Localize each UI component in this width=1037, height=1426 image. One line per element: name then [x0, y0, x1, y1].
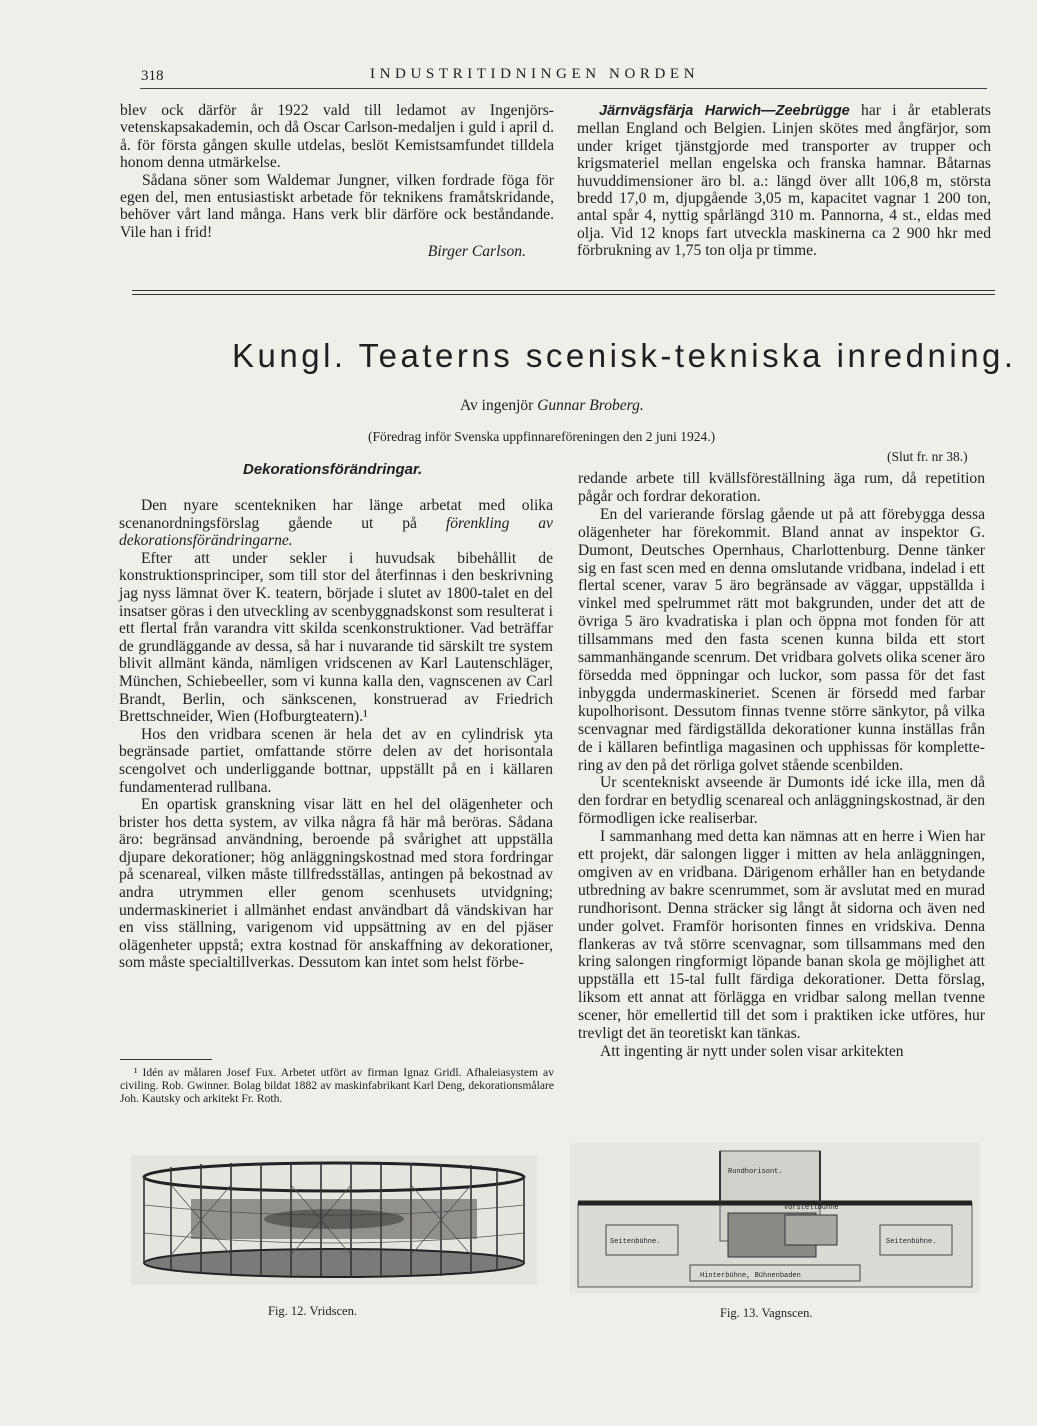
footnote-text: ¹ Idén av målaren Josef Fux. Arbetet utfört av firman Ignaz Gridl. Afhaleiasystem av civiling. Rob. Gwinner. Bolag bildat 1882 av maskinfabrikant Karl Deng, dekorationsmålare Joh. Kautsky och arkitekt Fr. Roth. [120, 1066, 554, 1105]
byline [460, 397, 644, 415]
figure-caption: Fig. 13. Vagnscen. [720, 1306, 813, 1320]
wagon-stage-drawing [570, 1143, 980, 1293]
label-bottom: Hinterbühne, Bühnenbaden [700, 1272, 801, 1280]
label-right-side-stage: Seitenbühne. [886, 1238, 937, 1246]
article-title: Kungl. Teaterns scenisk-tekniska inredning. [232, 337, 1017, 374]
previous-article-end [120, 102, 554, 261]
paragraph: Att ingenting är nytt under solen visar arkitekten [600, 1043, 904, 1060]
footnote [120, 1066, 554, 1105]
header-rule [140, 88, 987, 89]
news-title: Järnvägsfärja Harwich—Zeebrügge [599, 103, 850, 119]
label-rundhorisont: Rundhorisont. [728, 1168, 783, 1176]
paragraph: Ur scentekniskt avseende är Dumonts idé icke illa, men då den fordrar en betydlig scenareal och anläggningskostnad, är den förmodligen icke realiserbar. [578, 774, 985, 828]
paragraph: Efter att under sekler i huvudsak bibehållit de konstruktionsprinciper, som till stor del återfinnas i den beskrivning jag nyss lämnat över K. teatern, började i slutet av 1800-talet en del insatser göras i den utveckling av scenbyggnadskonst som resulterat i ett flertal från varandra vitt skilda scenkonstruktioner. Vad beträffar de grundläggande av dessa, så har i nuvarande tid särskilt tre system blivit allmänt kända, nämligen vridscenen av Karl Lautenschläger, München, Schiebeeller, som vi kunna kalla den, vagnscenen av Carl Brandt, Berlin, och sänkscenen, konstruerad av Friedrich Brettschneider, Wien (Hofburgteatern).¹ [119, 549, 553, 726]
news-text: har i år etablerats mellan England och Belgien. Linjen skötes med ångfärjor, som under kriget tjänstgjorde med transporter av trupper och krigsmateriel mellan engelska och franska hamnar. Båtarnas huvuddimensioner äro bl. a.: längd över allt 106,8 m, största bredd 17,0 m, djupgående 3,05 m, kapacitet vagnar 1 200 ton, antal spår 4, nyttig spårlängd 310 m. Pannorna, 4 st., eldas med olja. Vid 12 knops fart utveckla maskinerna ca 2 900 hkr med förbrukning av 1,75 ton olja pr timme. [577, 102, 991, 260]
label-left-side-stage: Seitenbühne. [610, 1238, 661, 1246]
byline-prefix: Av ingenjör [460, 397, 534, 414]
paragraph: Sådana söner som Waldemar Jungner, vilken fordrade föga för egen del, men entusiastiskt arbetade för teknikens framåtskridande, behöver vårt land många. Hans verk blir därföre ock beståndande. Vile han i frid! [120, 171, 554, 241]
figure-caption: Fig. 12. Vridscen. [268, 1304, 357, 1318]
paragraph: I sammanhang med detta kan nämnas att en herre i Wien har ett projekt, där salongen ligger i mitten av hela anläggningen, omgiven av en vridbana. Därigenom erhåller han en betydande utbredning av bakre scenrummet, som är avslutat med en murad rundhorisont. Denna sträcker sig långt åt sidorna och även ned under golvet. Framför horisonten finnes en vridskiva. Denna flankeras av två större scenvagnar, som tillsammans med den kring salongen ringformigt löpande banan skola ge möjlighet att uppställa ett 15-tal fullt färdiga dekorationer. Detta förslag, liksom ett annat att förlägga en vridbar salong mellan tvenne scener, hör emellertid till det som i praktiken icke utföres, hur trevligt det än teoretiskt kan tänkas. [578, 828, 985, 1043]
figure-wagon-stage [570, 1143, 980, 1293]
paragraph: En del varierande förslag gående ut på att förebygga dessa olägenheter har förekommit. Bland annat av inspektor G. Dumont, Deutsches Opernhaus, Charlottenburg. Denne tänker sig en fast scen med en denna omslutande vridbana, indelad i ett flertal scener, varav 5 äro begränsade av väggar, uppställda i vinkel med spelrummet rätt mot bakgrunden, under det att de övriga 5 äro kvadratiska i plan och öppna mot fonden för att tillsammans med den fasta scenen kunna bilda ett stort sammanhängande scenrum. Det vridbara golvets olika scener äro försedda med öppningar och luckor, som passa för det fast inbyggda undermaskineriet. Scenen är försedd med farbar kupolhorisont. Dessutom finnas tvenne större sänkytor, på vilka scenvagnar med färdigställda dekorationer kunna inställas från de i källaren befintliga magasinen och upphissas för komplettering av den på det rörliga golvet stående scenbilden. [578, 505, 985, 774]
running-head: INDUSTRITIDNINGEN NORDEN [370, 66, 700, 82]
footnote-rule [120, 1059, 212, 1060]
news-item [577, 102, 991, 260]
section-divider [132, 290, 995, 295]
paragraph: blev ock därför år 1922 vald till ledamot av Ingenjörsvetenskapsakademin, och då Oscar Carlson-medaljen i guld i april d. å. för första gången skulle utdelas, beslöt Kemistsamfundet tilldela honom denna utmärkelse. [120, 102, 554, 172]
paragraph: En opartisk granskning visar lätt en hel del olägenheter och brister hos detta system, av vilka några få här må beröras. Sådana äro: begränsad användning, beroende på svårighet att uppställa djupare dekorationer; hög anläggningskostnad med stora fordringar på scenareal, vilken måste tillfredsställas, antingen på bekostnad av andra utrymmen eller genom scenhusets utvidgning; undermaskineriet i allmänhet endast användbart då vändskivan har en viss ställning, varigenom vid uppsättning av en del pjäser olägenheter uppstå; extra kostnad för anskaffning av dekorationer, som måste specialtillverkas. Dessutom kan intet som helst förbe- [119, 796, 553, 972]
article-column-right [578, 470, 985, 1061]
continuation-note: (Slut fr. nr 38.) [887, 449, 968, 464]
section-heading: Dekorationsförändringar. [243, 461, 423, 478]
occasion-note: (Föredrag inför Svenska uppfinnareföreningen den 2 juni 1924.) [368, 429, 716, 444]
revolving-stage-drawing [131, 1155, 537, 1285]
paragraph: Hos den vridbara scenen är hela det av en cylindrisk yta begränsade partiet, omfattande större delen av det horisontala scengolvet och underliggande bottnar, uppställt på en i källaren fundamenterad rullbana. [119, 725, 553, 796]
article-column-left [119, 497, 553, 972]
emphasis: förenkling av dekorationsförändringarne. [119, 514, 553, 550]
label-center: Vorstellbühne [784, 1204, 839, 1212]
signature: Birger Carlson. [427, 243, 526, 261]
figure-revolving-stage [131, 1155, 537, 1285]
paragraph: Den nyare scentekniken har länge arbetat med olika scenanordningsförslag gående ut på [119, 497, 553, 532]
page-number: 318 [141, 68, 164, 84]
paragraph: redande arbete till kvällsföreställning äga rum, då repetition pågår och fordrar dekoration. [578, 470, 985, 505]
author: Gunnar Broberg. [537, 397, 644, 414]
